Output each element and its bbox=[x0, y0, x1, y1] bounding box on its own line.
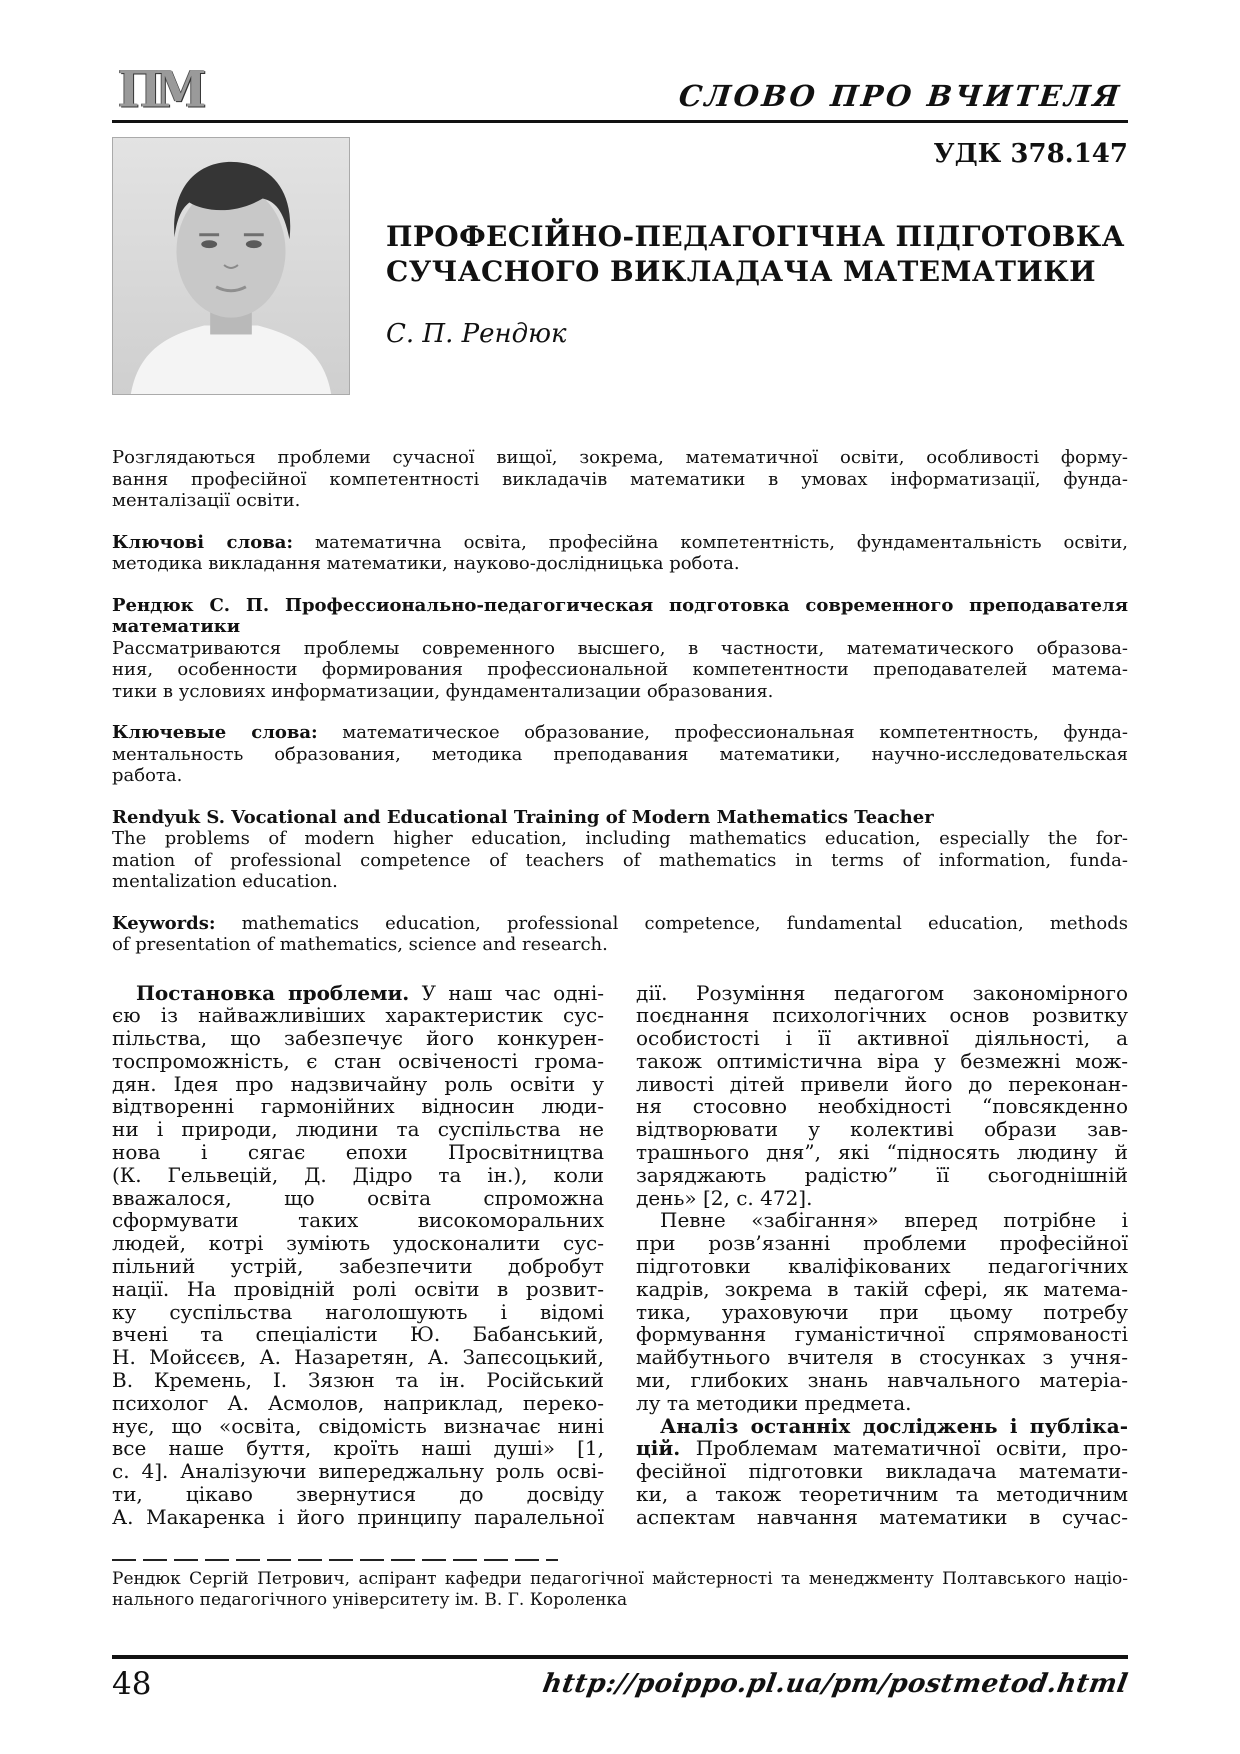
text-line: Постановка проблеми. У наш час одні- bbox=[136, 980, 605, 1005]
abstract-section bbox=[112, 447, 1128, 956]
body-columns bbox=[112, 982, 1128, 1529]
text-line: психолог А. Асмолов, наприклад, переко- bbox=[112, 1390, 604, 1415]
author-photo-image bbox=[113, 138, 349, 394]
article-title-line2: СУЧАСНОГО ВИКЛАДАЧА МАТЕМАТИКИ bbox=[386, 255, 1096, 288]
text-line: Рендюк С. П. Профессионально-педагогическая подготовка современного преподавателя bbox=[112, 594, 1128, 616]
text-line: mation of professional competence of teachers of mathematics in terms of information, funda- bbox=[112, 849, 1128, 871]
text-line: нує, що «освіта, свідомість визначає нині bbox=[112, 1413, 604, 1438]
text-line: дії. Розуміння педагогом закономірного bbox=[636, 980, 1128, 1005]
title-ru bbox=[112, 595, 1128, 638]
text-line: В. Кремень, І. Зязюн та ін. Російський bbox=[112, 1368, 604, 1393]
text-line: менталізації освіти. bbox=[112, 490, 301, 511]
journal-url: http://poippo.pl.ua/pm/postmetod.html bbox=[540, 1668, 1131, 1699]
text-line: Keywords: mathematics education, professional competence, fundamental education, methods bbox=[112, 912, 1128, 934]
text-line: Н. Мойсєєв, А. Назаретян, А. Запєсоцький, bbox=[112, 1345, 604, 1370]
text-line: вчені та спеціалісти Ю. Бабанський, bbox=[112, 1322, 604, 1347]
text-line: відтворенні гармонійних відносин люди- bbox=[112, 1094, 604, 1119]
text-line: поєднання психологічних основ розвитку bbox=[636, 1003, 1128, 1028]
text-line: аспектам навчання математики в сучас- bbox=[636, 1504, 1128, 1529]
text-line: підготовки кваліфікованих педагогічних bbox=[636, 1254, 1128, 1279]
text-line: єю із найважливіших характеристик сус- bbox=[112, 1003, 604, 1028]
page-number: 48 bbox=[112, 1665, 152, 1702]
lead-section bbox=[112, 137, 1128, 397]
text-line: Ключевые слова: математическое образование, профессиональная компетентность, фунда- bbox=[112, 722, 1128, 743]
text-line: нації. На провідній ролі освіти в розвит- bbox=[112, 1276, 604, 1301]
body-column-right bbox=[636, 982, 1128, 1529]
text-line: тоспроможність, є стан освіченості грома- bbox=[112, 1048, 604, 1073]
text-line: ментальность образования, методика преподавания математики, научно-исследовательская bbox=[112, 743, 1128, 765]
text-line: Rendyuk S. Vocational and Educational Training of Modern Mathematics Teacher bbox=[112, 806, 934, 828]
text-line: трашнього дня”, які “підносять людину й bbox=[636, 1140, 1128, 1165]
abstract-en bbox=[112, 828, 1128, 893]
body-column-left bbox=[112, 982, 604, 1529]
keywords-ru bbox=[112, 722, 1128, 787]
text-line: ния, особенности формирования профессиональной компетентности преподавателей матема- bbox=[112, 659, 1128, 680]
text-line: работа. bbox=[112, 765, 183, 786]
abstract-uk bbox=[112, 447, 1128, 512]
text-line: особистості і її активної діяльності, а bbox=[636, 1026, 1128, 1051]
text-line: ни і природи, людини та суспільства не bbox=[112, 1117, 604, 1142]
paragraph bbox=[636, 1209, 1128, 1414]
text-line: Ключові слова: математична освіта, професійна компетентність, фундаментальність освіти, bbox=[112, 531, 1128, 553]
text-line: Аналіз останніх досліджень і публіка- bbox=[660, 1413, 1128, 1438]
footnote-separator bbox=[112, 1559, 558, 1561]
text-line: при розв’язанні проблеми професійної bbox=[636, 1231, 1128, 1256]
text-line: ки, а також теоретичним та методичним bbox=[636, 1482, 1128, 1507]
text-line: математики bbox=[112, 616, 241, 637]
text-line: (К. Гельвецій, Д. Дідро та ін.), коли bbox=[112, 1162, 604, 1187]
text-line: ливості дітей привели його до переконан- bbox=[636, 1071, 1128, 1096]
text-line: дян. Ідея про надзвичайну роль освіти у bbox=[112, 1071, 604, 1096]
author-name: С. П. Рендюк bbox=[386, 319, 567, 349]
page-header bbox=[112, 60, 1128, 120]
text-line: вання професійної компетентності викладачів математики в умовах інформатизації, фунда- bbox=[112, 468, 1128, 490]
text-line: сформувати таких високоморальних bbox=[112, 1208, 604, 1233]
text-line: ти, цікаво звернутися до досвіду bbox=[112, 1482, 604, 1507]
text-line: день» [2, с. 472]. bbox=[636, 1185, 813, 1210]
text-line: цій. Проблемам математичної освіти, про- bbox=[636, 1436, 1128, 1461]
text-line: ня стосовно необхідності “повсякденно bbox=[636, 1094, 1128, 1119]
text-line: тики в условиях информатизации, фундаментализации образования. bbox=[112, 680, 774, 702]
text-line: заряджають радістю” її сьогоднішній bbox=[636, 1162, 1128, 1187]
footnote-text bbox=[112, 1569, 1128, 1611]
text-line: Розглядаються проблеми сучасної вищої, зокрема, математичної освіти, особливості форму- bbox=[112, 447, 1128, 468]
text-line: майбутнього вчителя в стосунках з учня- bbox=[636, 1345, 1128, 1370]
text-line: кадрів, зокрема в такій сфері, як матема- bbox=[636, 1276, 1128, 1301]
text-line: нального педагогічного університету ім. В. Г. Короленка bbox=[112, 1589, 628, 1610]
text-line: методика викладання математики, науково-дослідницька робота. bbox=[112, 553, 740, 574]
text-line: А. Макаренка і його принципу паралельної bbox=[112, 1504, 604, 1529]
text-line: The problems of modern higher education, including mathematics education, especially the for- bbox=[112, 828, 1128, 849]
text-line: лу та методики предмета. bbox=[636, 1390, 912, 1415]
text-line: Певне «забігання» вперед потрібне і bbox=[660, 1208, 1128, 1233]
article-title-line1: ПРОФЕСІЙНО-ПЕДАГОГІЧНА ПІДГОТОВКА bbox=[386, 220, 1125, 253]
text-line: вважалося, що освіта спроможна bbox=[112, 1185, 604, 1210]
paragraph bbox=[636, 1415, 1128, 1529]
lead-right bbox=[350, 137, 1128, 397]
keywords-uk bbox=[112, 532, 1128, 575]
text-line: of presentation of mathematics, science and research. bbox=[112, 934, 608, 955]
text-line: Рассматриваются проблемы современного высшего, в частности, математического образова- bbox=[112, 637, 1128, 659]
text-line: формування гуманістичної спрямованості bbox=[636, 1322, 1128, 1347]
keywords-en bbox=[112, 913, 1128, 956]
text-line: пільний устрій, забезпечити добробут bbox=[112, 1254, 604, 1279]
abstract-ru bbox=[112, 638, 1128, 703]
journal-logo: ПМ bbox=[118, 59, 201, 119]
text-line: все наше буття, кроїть наші душі» [1, bbox=[112, 1436, 604, 1461]
paragraph bbox=[636, 982, 1128, 1210]
text-line: пільства, що забезпечує його конкурен- bbox=[112, 1026, 604, 1051]
text-line: mentalization education. bbox=[112, 871, 338, 892]
author-photo bbox=[112, 137, 350, 395]
text-line: Рендюк Сергій Петрович, аспірант кафедри педагогічної майстерності та менеджменту Полтавського націо- bbox=[112, 1568, 1128, 1589]
text-line: ку суспільства наголошують і відомі bbox=[112, 1299, 604, 1324]
page-footer bbox=[112, 1665, 1131, 1702]
journal-title: СЛОВО ПРО ВЧИТЕЛЯ bbox=[677, 79, 1124, 113]
title-en bbox=[112, 807, 1128, 829]
text-line: ми, глибоких знань навчального матеріа- bbox=[636, 1368, 1128, 1393]
text-line: також оптимістична віра у безмежні мож- bbox=[636, 1048, 1128, 1073]
text-line: нова і сягає епохи Просвітництва bbox=[112, 1140, 604, 1165]
text-line: людей, котрі зуміють удосконалити сус- bbox=[112, 1231, 604, 1256]
article-title bbox=[386, 219, 1128, 289]
text-line: відтворювати у колективі образи зав- bbox=[636, 1117, 1128, 1142]
text-line: тика, ураховуючи при цьому потребу bbox=[636, 1299, 1128, 1324]
text-line: с. 4]. Аналізуючи випереджальну роль осві- bbox=[112, 1459, 604, 1484]
paragraph bbox=[112, 982, 604, 1529]
footer-rule bbox=[112, 1655, 1128, 1659]
text-line: фесійної підготовки викладача математи- bbox=[636, 1459, 1128, 1484]
header-rule bbox=[112, 120, 1128, 123]
footnote bbox=[112, 1559, 1128, 1611]
udc-code: УДК 378.147 bbox=[933, 139, 1128, 169]
